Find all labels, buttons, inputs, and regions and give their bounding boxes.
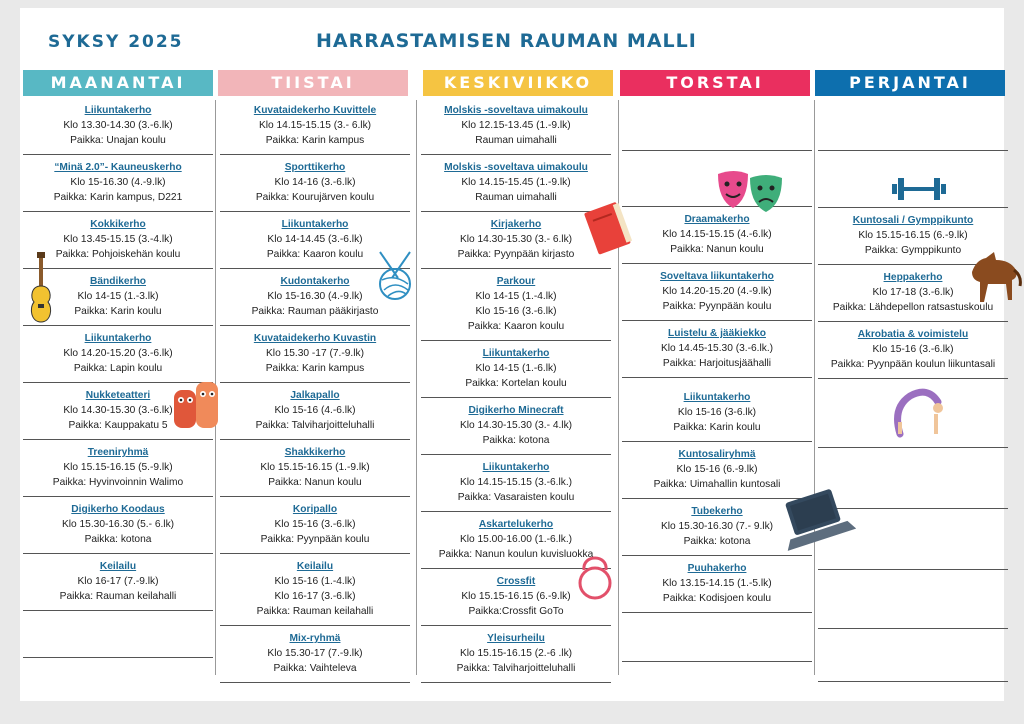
activity-time: Klo 14.30-15.30 (3.- 4.lk) [459, 420, 573, 431]
activity-name[interactable]: Mix-ryhmä [289, 633, 341, 644]
activity-time: Klo 15-16 (3.-6.lk) [274, 519, 356, 530]
activity-time: Klo 16-17 (3.-6.lk) [274, 591, 356, 602]
activity-entry [421, 341, 611, 398]
activity-name[interactable]: Digikerho Koodaus [71, 504, 165, 515]
activity-place: Paikka: Nanun koulu [268, 477, 362, 488]
activity-name[interactable]: Sporttikerho [284, 162, 346, 173]
activity-name[interactable]: Liikuntakerho [281, 219, 349, 230]
activity-entry [23, 326, 213, 383]
day-header-friday: PERJANTAI [815, 70, 1005, 96]
activity-time: Klo 15.15-16.15 (6.-9.lk) [858, 230, 968, 241]
kettlebell-icon [574, 550, 616, 602]
activity-time: Klo 15.30 -17 (7.-9.lk) [266, 348, 364, 359]
activity-name[interactable]: Kuntosali / Gymppikunto [852, 215, 974, 226]
activity-time: Klo 13.45-15.15 (3.-4.lk) [63, 234, 173, 245]
day-header-wednesday: KESKIVIIKKO [423, 70, 613, 96]
day-header-monday: MAANANTAI [23, 70, 213, 96]
empty-slot [818, 570, 1008, 629]
activity-place: Paikka: Karin koulu [673, 422, 761, 433]
activity-name[interactable]: Kirjakerho [490, 219, 542, 230]
activity-entry [622, 321, 812, 378]
dumbbell-icon [890, 175, 948, 203]
activity-time: Klo 14-15 (1.-3.lk) [77, 291, 159, 302]
column-divider [618, 100, 619, 675]
activity-place: Paikka: kotona [482, 435, 550, 446]
activity-place: Paikka: Karin koulu [74, 306, 162, 317]
activity-place: Paikka: Pohjoiskehän koulu [55, 249, 181, 260]
activity-time: Klo 15.30-17 (7.-9.lk) [267, 648, 363, 659]
activity-name[interactable]: Tubekerho [691, 506, 743, 517]
column-divider [814, 100, 815, 675]
book-icon [582, 198, 634, 256]
activity-entry [622, 264, 812, 321]
activity-entry [818, 322, 1008, 379]
activity-time: Klo 13.15-14.15 (1.-5.lk) [662, 578, 772, 589]
activity-name[interactable]: Heppakerho [883, 272, 943, 283]
activity-place: Paikka: Gymppikunto [864, 245, 962, 256]
activity-place: Paikka: Kodisjoen koulu [662, 593, 772, 604]
empty-slot [622, 98, 812, 151]
activity-name[interactable]: Treeniryhmä [87, 447, 149, 458]
activity-name[interactable]: Crossfit [496, 576, 536, 587]
activity-entry [220, 155, 410, 212]
activity-place: Paikka: Rauman keilahalli [59, 591, 177, 602]
activity-name[interactable]: Keilailu [296, 561, 334, 572]
activity-name[interactable]: Keilailu [99, 561, 137, 572]
activity-entry [421, 98, 611, 155]
activity-name[interactable]: Koripallo [292, 504, 338, 515]
activity-entry [23, 440, 213, 497]
activity-time: Klo 15.15-16.15 (1.-9.lk) [260, 462, 370, 473]
activity-time: Klo 15-16 (1.-4.lk) [274, 576, 356, 587]
activity-time: Klo 13.30-14.30 (3.-6.lk) [63, 120, 173, 131]
activity-time: Klo 15.30-16.30 (5.- 6.lk) [61, 519, 175, 530]
activity-name[interactable]: “Minä 2.0”- Kauneuskerho [54, 162, 182, 173]
activity-name[interactable]: Draamakerho [684, 214, 750, 225]
activity-name[interactable]: Liikuntakerho [84, 333, 152, 344]
activity-time: Klo 14-15 (1.-4.lk) [475, 291, 557, 302]
activity-name[interactable]: Liikuntakerho [84, 105, 152, 116]
activity-name[interactable]: Kuntosaliryhmä [678, 449, 756, 460]
activity-name[interactable]: Parkour [496, 276, 536, 287]
activity-place: Paikka: Lapin koulu [73, 363, 163, 374]
yarn-icon [372, 250, 418, 302]
activity-entry [220, 554, 410, 626]
activity-place: Paikka: Karin kampus [265, 363, 365, 374]
activity-time: Klo 15.30-16.30 (7.- 9.lk) [660, 521, 774, 532]
activity-time: Klo 15.15-16.15 (5.-9.lk) [63, 462, 173, 473]
activity-time: Klo 15-16 (4.-6.lk) [274, 405, 356, 416]
activity-place: Paikka: Nanun koulu [670, 244, 764, 255]
activity-entry [23, 497, 213, 554]
activity-name[interactable]: Liikuntakerho [482, 462, 550, 473]
activity-time: Klo 15.15-16.15 (2.-6 .lk) [459, 648, 573, 659]
activity-place: Paikka: Uimahallin kuntosali [653, 479, 781, 490]
activity-name[interactable]: Puuhakerho [687, 563, 747, 574]
horse-icon [966, 250, 1024, 306]
gymnast-icon [888, 378, 944, 440]
activity-entry [622, 556, 812, 613]
activity-name[interactable]: Kuvataidekerho Kuvastin [253, 333, 377, 344]
activity-time: Klo 14.20-15.20 (3.-6.lk) [63, 348, 173, 359]
day-header-tuesday: TIISTAI [218, 70, 408, 96]
activity-place: Paikka: Kourujärven koulu [255, 192, 375, 203]
activity-place: Paikka: Vaihteleva [273, 663, 357, 674]
empty-slot [818, 98, 1008, 151]
activity-name[interactable]: Akrobatia & voimistelu [857, 329, 969, 340]
activity-name[interactable]: Kudontakerho [280, 276, 350, 287]
guitar-icon [28, 252, 54, 324]
activity-name[interactable]: Digikerho Minecraft [468, 405, 564, 416]
activity-time: Klo 14.15-15.15 (4.-6.lk) [662, 229, 772, 240]
activity-name[interactable]: Kuvataidekerho Kuvittele [253, 105, 377, 116]
activity-entry [23, 554, 213, 611]
activity-name[interactable]: Molskis -soveltava uimakoulu [444, 162, 588, 173]
activity-place: Paikka: Pyynpään koulu [260, 534, 370, 545]
empty-slot [23, 611, 213, 658]
day-header-thursday: TORSTAI [620, 70, 810, 96]
activity-time: Klo 17-18 (3.-6.lk) [872, 287, 954, 298]
activity-time: Klo 14-15 (1.-6.lk) [475, 363, 557, 374]
activity-entry [220, 383, 410, 440]
activity-entry [421, 455, 611, 512]
activity-place: Rauman uimahalli [475, 135, 557, 146]
activity-time: Klo 12.15-13.45 (1.-9.lk) [461, 120, 571, 131]
activity-place: Paikka: Kaaron koulu [467, 321, 565, 332]
activity-name[interactable]: Askartelukerho [478, 519, 554, 530]
activity-name[interactable]: Molskis -soveltava uimakoulu [444, 105, 588, 116]
activity-name[interactable]: Kokkikerho [90, 219, 146, 230]
activity-time: Klo 14.15-15.45 (1.-9.lk) [461, 177, 571, 188]
activity-place: Paikka: Hyvinvoinnin Walimo [52, 477, 184, 488]
activity-place: Paikka: Rauman pääkirjasto [251, 306, 379, 317]
activity-place: Rauman uimahalli [475, 192, 557, 203]
activity-name[interactable]: Liikuntakerho [482, 348, 550, 359]
empty-slot [622, 613, 812, 662]
activity-entry [421, 398, 611, 455]
activity-place: Paikka:Crossfit GoTo [468, 606, 564, 617]
activity-place: Paikka: Nanun koulun kuvisluokka [438, 549, 594, 560]
activity-place: Paikka: Pyynpään koulun liikuntasali [830, 359, 996, 370]
empty-slot [818, 629, 1008, 682]
activity-time: Klo 14-16 (3.-6.lk) [274, 177, 356, 188]
activity-time: Klo 14.30-15.30 (3.- 6.lk) [459, 234, 573, 245]
puppet-icon [172, 376, 220, 432]
activity-time: Klo 15-16.30 (4.-9.lk) [267, 291, 363, 302]
activity-name[interactable]: Yleisurheilu [487, 633, 545, 644]
activity-time: Klo 14.15-15.15 (3.-6.lk.) [459, 477, 573, 488]
activity-place: Paikka: kotona [683, 536, 751, 547]
laptop-icon [780, 484, 856, 558]
activity-name[interactable]: Liikuntakerho [683, 392, 751, 403]
activity-name[interactable]: Nukketeatteri [85, 390, 151, 401]
activity-place: Paikka: Lähdepellon ratsastuskoulu [832, 302, 994, 313]
activity-place: Paikka: Talviharjoitteluhalli [255, 420, 375, 431]
activity-time: Klo 15-16 (3-6.lk) [677, 407, 757, 418]
activity-time: Klo 16-17 (7.-9.lk) [77, 576, 159, 587]
column-divider [416, 100, 417, 675]
activity-entry [622, 207, 812, 264]
activity-name[interactable]: Shakkikerho [284, 447, 346, 458]
activity-entry [220, 440, 410, 497]
activity-place: Paikka: Pyynpään koulu [662, 301, 772, 312]
theater-masks-icon [712, 168, 788, 214]
activity-entry [220, 626, 410, 683]
activity-name[interactable]: Soveltava liikuntakerho [660, 271, 774, 282]
activity-name[interactable]: Luistelu & jääkiekko [668, 328, 766, 339]
activity-place: Paikka: kotona [84, 534, 152, 545]
page-title: HARRASTAMISEN RAUMAN MALLI [316, 30, 697, 52]
activity-time: Klo 15-16 (3.-6.lk) [872, 344, 954, 355]
activity-time: Klo 15.15-16.15 (6.-9.lk) [461, 591, 571, 602]
activity-place: Paikka: Rauman keilahalli [256, 606, 374, 617]
activity-place: Paikka: Kaaron koulu [266, 249, 364, 260]
activity-time: Klo 15-16.30 (4.-9.lk) [70, 177, 166, 188]
season-label: SYKSY 2025 [48, 32, 184, 52]
activity-place: Paikka: Kauppakatu 5 [68, 420, 168, 431]
activity-entry [421, 626, 611, 683]
activity-entry [622, 378, 812, 442]
activity-time: Klo 15-16 (3.-6.lk) [475, 306, 557, 317]
tuesday-column [220, 98, 410, 683]
activity-time: Klo 14.15-15.15 (3.- 6.lk) [258, 120, 372, 131]
activity-place: Paikka: Pyynpään kirjasto [457, 249, 575, 260]
activity-time: Klo 14-14.45 (3.-6.lk) [267, 234, 363, 245]
activity-entry [23, 98, 213, 155]
activity-entry [220, 98, 410, 155]
activity-name[interactable]: Bändikerho [89, 276, 147, 287]
activity-place: Paikka: Unajan koulu [70, 135, 166, 146]
activity-time: Klo 14.30-15.30 (3.-6.lk) [63, 405, 173, 416]
activity-time: Klo 14.20-15.20 (4.-9.lk) [662, 286, 772, 297]
activity-name[interactable]: Jalkapallo [290, 390, 340, 401]
activity-time: Klo 14.45-15.30 (3.-6.lk.) [660, 343, 774, 354]
activity-place: Paikka: Karin kampus [265, 135, 365, 146]
activity-place: Paikka: Talviharjoitteluhalli [456, 663, 576, 674]
activity-entry [220, 326, 410, 383]
activity-entry [220, 497, 410, 554]
activity-place: Paikka: Karin kampus, D221 [53, 192, 183, 203]
activity-entry [23, 155, 213, 212]
activity-time: Klo 15.00-16.00 (1.-6.lk.) [459, 534, 573, 545]
activity-place: Paikka: Kortelan koulu [465, 378, 567, 389]
activity-time: Klo 15-16 (6.-9.lk) [676, 464, 758, 475]
activity-entry [421, 269, 611, 341]
activity-place: Paikka: Vasaraisten koulu [457, 492, 575, 503]
activity-place: Paikka: Harjoitusjäähalli [662, 358, 772, 369]
